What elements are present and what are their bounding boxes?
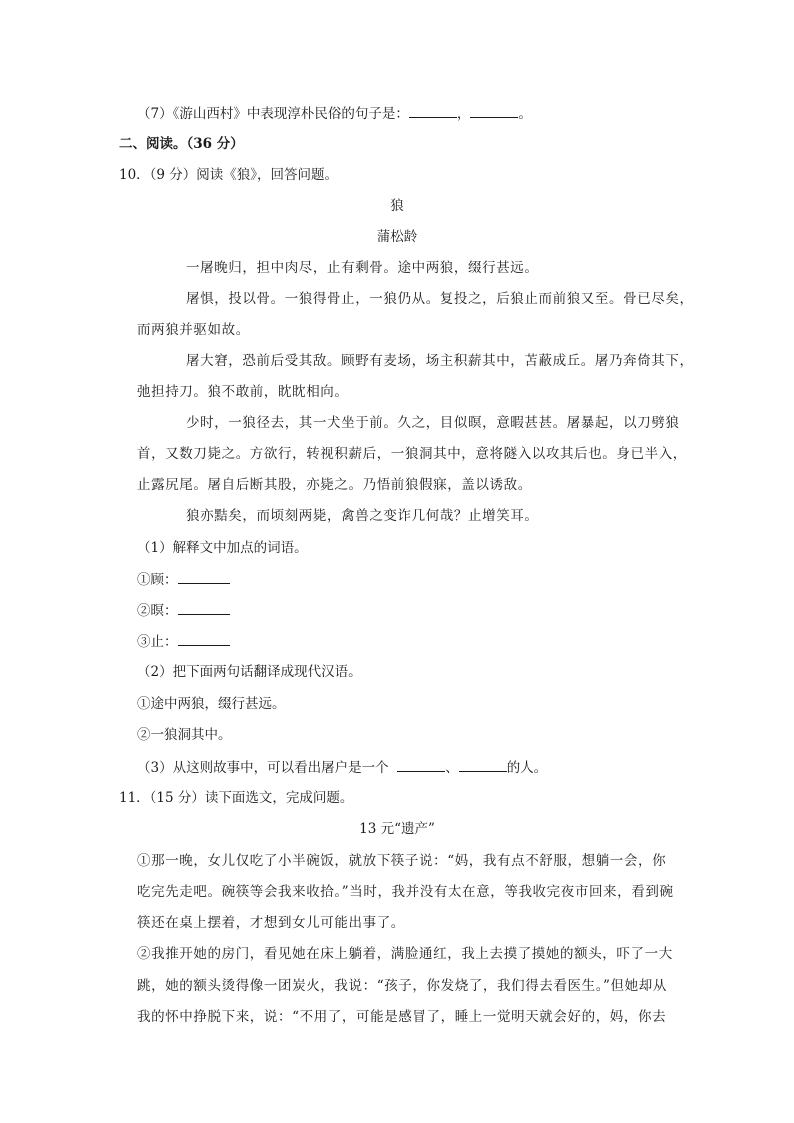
passage-line: 筷还在桌上摆着，才想到女儿可能出事了。 bbox=[137, 915, 405, 931]
passage-line: 跳，她的额头烫得像一团炭火，我说：“孩子，你发烧了，我们得去看医生。”但她却从 bbox=[137, 978, 667, 994]
passage-paragraph: 狼亦黠矣，而顷刻两毙，禽兽之变诈几何哉？止增笑耳。 bbox=[186, 508, 539, 524]
passage-paragraph: 少时，一狼径去，其一犬坐于前。久之，目似暝，意暇甚甚。屠暴起，以刀劈狼 bbox=[186, 415, 680, 431]
q9-item7-end: 。 bbox=[518, 106, 532, 122]
q9-item7-sep: ， bbox=[456, 106, 471, 122]
passage-line: ②我推开她的房门，看见她在床上躺着，满脸通红，我上去摸了摸她的额头，吓了一大 bbox=[137, 946, 673, 962]
passage-line: 我的怀中挣脱下来，说：“不用了，可能是感冒了，睡上一觉明天就会好的，妈，你去 bbox=[137, 1009, 667, 1025]
passage-title: 狼 bbox=[390, 198, 404, 214]
q10-sub2: （2）把下面两句话翻译成现代汉语。 bbox=[137, 664, 362, 680]
passage-paragraph: 屠大窘，恐前后受其敌。顾野有麦场，场主积薪其中，苫蔽成丘。屠乃奔倚其下， bbox=[186, 353, 694, 369]
q10-sub1-item-label: ③止： bbox=[137, 634, 178, 650]
q10-sub3 bbox=[137, 757, 547, 778]
q9-item7 bbox=[137, 103, 532, 124]
passage-line: 吃完先走吧。碗筷等会我来收拾。”当时，我并没有太在意，等我收完夜市回来，看到碗 bbox=[137, 884, 674, 900]
q10-sub3-end: 的人。 bbox=[506, 760, 548, 776]
q10-sub1-item-label: ②暝： bbox=[137, 603, 178, 619]
passage-author: 蒲松龄 bbox=[376, 229, 418, 245]
passage-paragraph: 首，又数刀毙之。方欲行，转视积薪后，一狼洞其中，意将隧入以攻其后也。身已半入， bbox=[137, 446, 687, 462]
answer-blank[interactable] bbox=[397, 757, 445, 772]
answer-blank[interactable] bbox=[459, 757, 507, 772]
section-heading: 二、阅读。（36 分） bbox=[119, 136, 244, 152]
q10-sub1-item bbox=[137, 600, 230, 621]
answer-blank[interactable] bbox=[178, 631, 230, 646]
q10-sub1-item bbox=[137, 569, 230, 590]
passage-paragraph: 止露尻尾。屠自后断其股，亦毙之。乃悟前狼假寐，盖以诱敌。 bbox=[137, 477, 532, 493]
passage-paragraph: 而两狼并驱如故。 bbox=[137, 322, 250, 338]
q10-sub1-item-label: ①顾： bbox=[137, 572, 178, 588]
q10-sub2-item: ①途中两狼，缀行甚远。 bbox=[137, 696, 286, 712]
q9-item7-text: （7）《游山西村》中表现淳朴民俗的句子是： bbox=[137, 106, 409, 122]
answer-blank[interactable] bbox=[178, 600, 230, 615]
q10-stem: 10．（9 分）阅读《狼》，回答问题。 bbox=[119, 167, 339, 183]
passage-line: ①那一晚，女儿仅吃了小半碗饭，就放下筷子说：“妈，我有点不舒服，想躺一会，你 bbox=[137, 853, 667, 869]
passage-paragraph: 屠惧，投以骨。一狼得骨止，一狼仍从。复投之，后狼止而前狼又至。骨已尽矣， bbox=[186, 291, 694, 307]
q10-sub3-text: （3）从这则故事中，可以看出屠户是一个 bbox=[137, 760, 389, 776]
passage-title: 13 元“遗产” bbox=[359, 821, 435, 837]
q10-sub1: （1）解释文中加点的词语。 bbox=[137, 540, 308, 556]
answer-blank[interactable] bbox=[470, 103, 518, 118]
q11-stem: 11．（15 分）读下面选文，完成问题。 bbox=[119, 790, 354, 806]
answer-blank[interactable] bbox=[409, 103, 457, 118]
q10-sub1-item bbox=[137, 631, 230, 652]
passage-paragraph: 一屠晚归，担中肉尽，止有剩骨。途中两狼，缀行甚远。 bbox=[186, 260, 539, 276]
answer-blank[interactable] bbox=[178, 569, 230, 584]
passage-paragraph: 弛担持刀。狼不敢前，眈眈相向。 bbox=[137, 384, 349, 400]
q10-sub2-item: ②一狼洞其中。 bbox=[137, 727, 232, 743]
q10-sub3-sep: 、 bbox=[445, 760, 459, 776]
